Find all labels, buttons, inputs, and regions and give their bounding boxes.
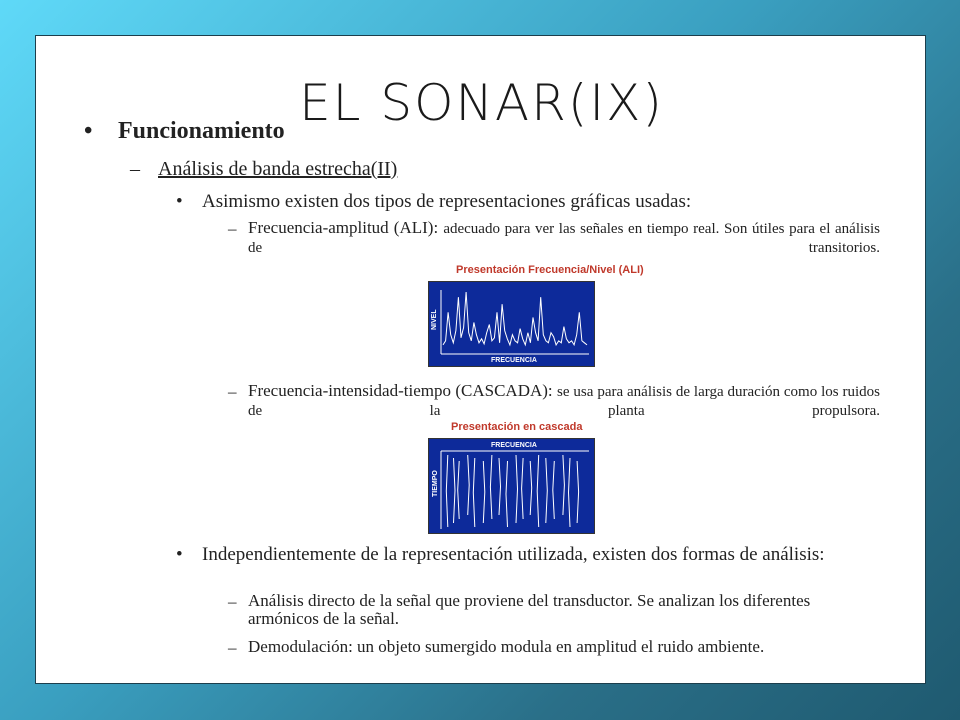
independ-text: Independientemente de la representación utilizada, existen dos formas de análisis:	[202, 544, 825, 565]
cascade-trace	[530, 461, 532, 515]
cascade-trace	[458, 461, 460, 519]
rep2-text	[248, 382, 880, 420]
cascade-trace	[499, 458, 501, 515]
fig2-xlabel: FRECUENCIA	[491, 442, 537, 449]
heading-text: Funcionamiento	[118, 118, 285, 144]
dash-icon: –	[228, 592, 237, 611]
cascade-trace	[537, 455, 539, 527]
bullet-icon: •	[176, 191, 183, 212]
fig1-ylabel: NIVEL	[431, 309, 438, 330]
bullet-icon: •	[176, 544, 183, 565]
dash-icon: –	[130, 158, 140, 180]
cascade-trace	[546, 458, 548, 523]
dash-icon: –	[228, 219, 237, 238]
form2-text: Demodulación: un objeto sumergido modula en amplitud el ruido ambiente.	[248, 637, 765, 656]
cascade-trace	[516, 455, 518, 523]
intro-text: Asimismo existen dos tipos de representaciones gráficas usadas:	[202, 191, 692, 212]
fig1-xlabel: FRECUENCIA	[491, 357, 537, 364]
cascade-trace	[454, 458, 456, 523]
cascade-trace	[553, 461, 555, 519]
slide-title: EL SONAR(IX)	[299, 74, 664, 132]
cascade-trace	[483, 461, 485, 523]
cascade-trace	[506, 461, 508, 527]
cascade-trace	[446, 455, 448, 527]
rep1-text	[248, 219, 880, 257]
fig1-spectrum-line	[443, 292, 587, 345]
rep1-rest: adecuado para ver las señales en tiempo real. Son útiles para el análisis de transitorios.	[248, 221, 880, 256]
cascade-trace	[563, 455, 565, 515]
cascade-trace	[577, 461, 579, 523]
cascade-trace	[468, 455, 470, 515]
slide	[35, 35, 926, 684]
cascade-trace	[522, 458, 524, 519]
fig2-ylabel: TIEMPO	[432, 470, 439, 497]
fig2-plot	[428, 438, 595, 534]
fig2-svg	[429, 439, 594, 533]
dash-icon: –	[228, 382, 237, 401]
bullet-icon: •	[84, 118, 93, 144]
rep1-lead: Frecuencia-amplitud (ALI):	[248, 218, 444, 237]
dash-icon: –	[228, 638, 237, 657]
cascade-trace	[473, 458, 475, 527]
cascade-trace	[569, 458, 571, 527]
form1-text: Análisis directo de la señal que proviene del transductor. Se analizan los diferentes armónicos de la señal.	[248, 591, 811, 628]
fig2-title: Presentación en cascada	[451, 421, 583, 433]
rep2-lead: Frecuencia-intensidad-tiempo (CASCADA):	[248, 381, 558, 400]
fig1-plot	[428, 281, 595, 367]
fig1-title: Presentación Frecuencia/Nivel (ALI)	[456, 264, 644, 276]
fig1-svg	[429, 282, 594, 366]
rep2-rest: se usa para análisis de larga duración como los ruidos de la planta propulsora.	[248, 384, 881, 419]
cascade-trace	[490, 455, 492, 519]
subheading-text: Análisis de banda estrecha(II)	[158, 158, 398, 180]
